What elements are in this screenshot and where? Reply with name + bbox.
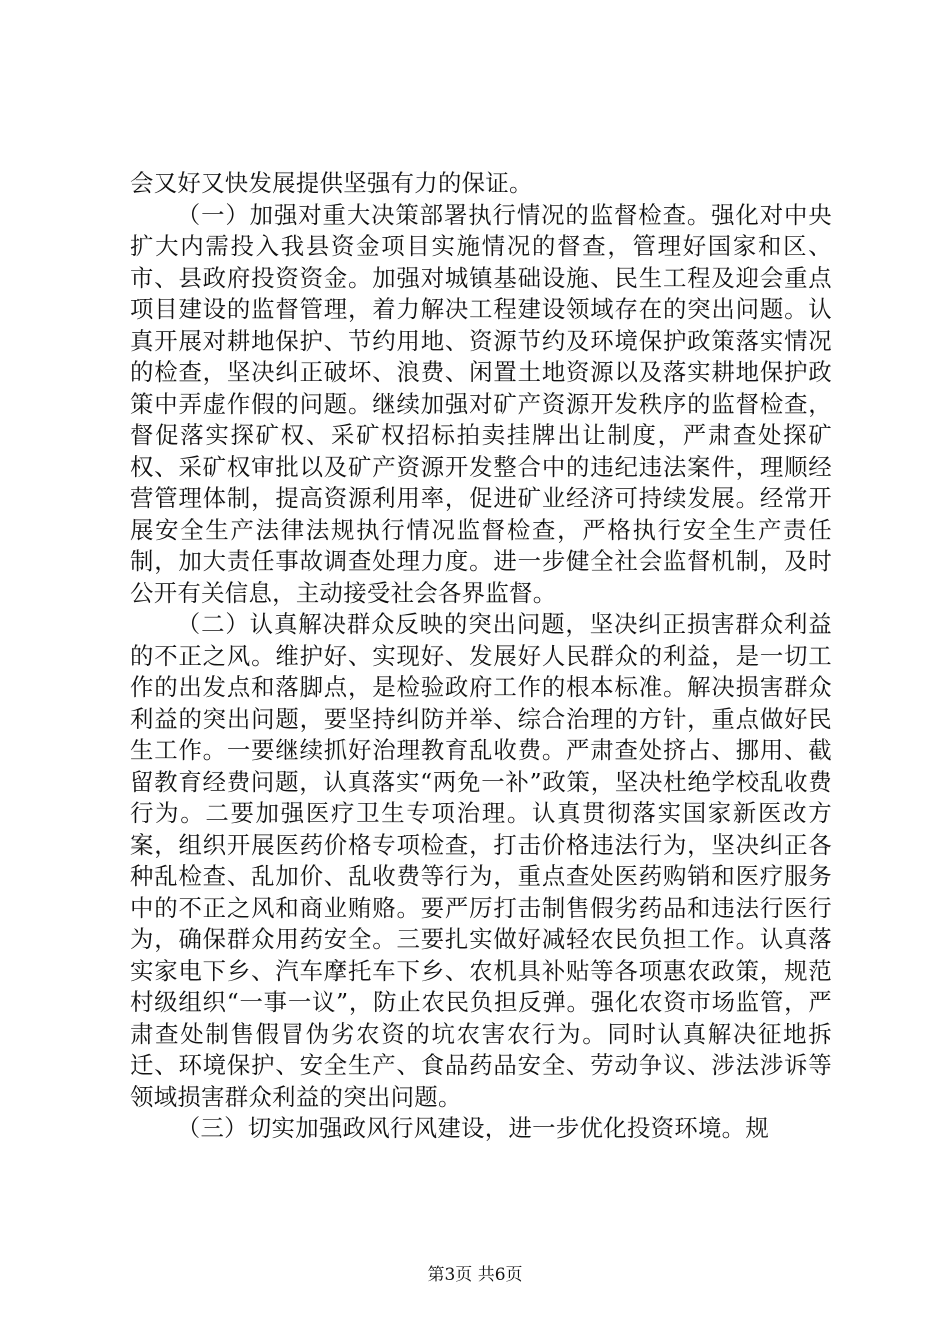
page-number-footer: 第3页 共6页 [427, 1265, 523, 1285]
paragraph-section-1: （一）加强对重大决策部署执行情况的监督检查。强化对中央扩大内需投入我县资金项目实施情况的督查，管理好国家和区、市、县政府投资资金。加强对城镇基础设施、民生工程及迎会重点项目建设的监督管理，着力解决工程建设领域存在的突出问题。认真开展对耕地保护、节约用地、资源节约及环境保护政策落实情况的检查，坚决纠正破坏、浪费、闲置土地资源以及落实耕地保护政策中弄虚作假的问题。继续加强对矿产资源开发秩序的监督检查，督促落实探矿权、采矿权招标拍卖挂牌出让制度，严肃查处探矿权、采矿权审批以及矿产资源开发整合中的违纪违法案件，理顺经营管理体制，提高资源利用率，促进矿业经济可持续发展。经常开展安全生产法律法规执行情况监督检查，严格执行安全生产责任制，加大责任事故调查处理力度。进一步健全社会监督机制，及时公开有关信息，主动接受社会各界监督。 [130, 200, 832, 607]
paragraph-section-3: （三）切实加强政风行风建设，进一步优化投资环境。规 [176, 1114, 770, 1142]
document-body [130, 168, 832, 1145]
paragraph-continuation: 会又好又快发展提供坚强有力的保证。 [130, 169, 533, 197]
paragraph-section-2: （二）认真解决群众反映的突出问题，坚决纠正损害群众利益的不正之风。维护好、实现好、发展好人民群众的利益，是一切工作的出发点和落脚点，是检验政府工作的根本标准。解决损害群众利益的突出问题，要坚持纠防并举、综合治理的方针，重点做好民生工作。一要继续抓好治理教育乱收费。严肃查处挤占、挪用、截留教育经费问题，认真落实“两免一补”政策，坚决杜绝学校乱收费行为。二要加强医疗卫生专项治理。认真贯彻落实国家新医改方案，组织开展医药价格专项检查，打击价格违法行为，坚决纠正各种乱检查、乱加价、乱收费等行为，重点查处医药购销和医疗服务中的不正之风和商业贿赂。要严厉打击制售假劣药品和违法行医行为，确保群众用药安全。三要扎实做好减轻农民负担工作。认真落实家电下乡、汽车摩托车下乡、农机具补贴等各项惠农政策，规范村级组织“一事一议”，防止农民负担反弹。强化农资市场监管，严肃查处制售假冒伪劣农资的坑农害农行为。同时认真解决征地拆迁、环境保护、安全生产、食品药品安全、劳动争议、涉法涉诉等领域损害群众利益的突出问题。 [130, 610, 832, 1111]
